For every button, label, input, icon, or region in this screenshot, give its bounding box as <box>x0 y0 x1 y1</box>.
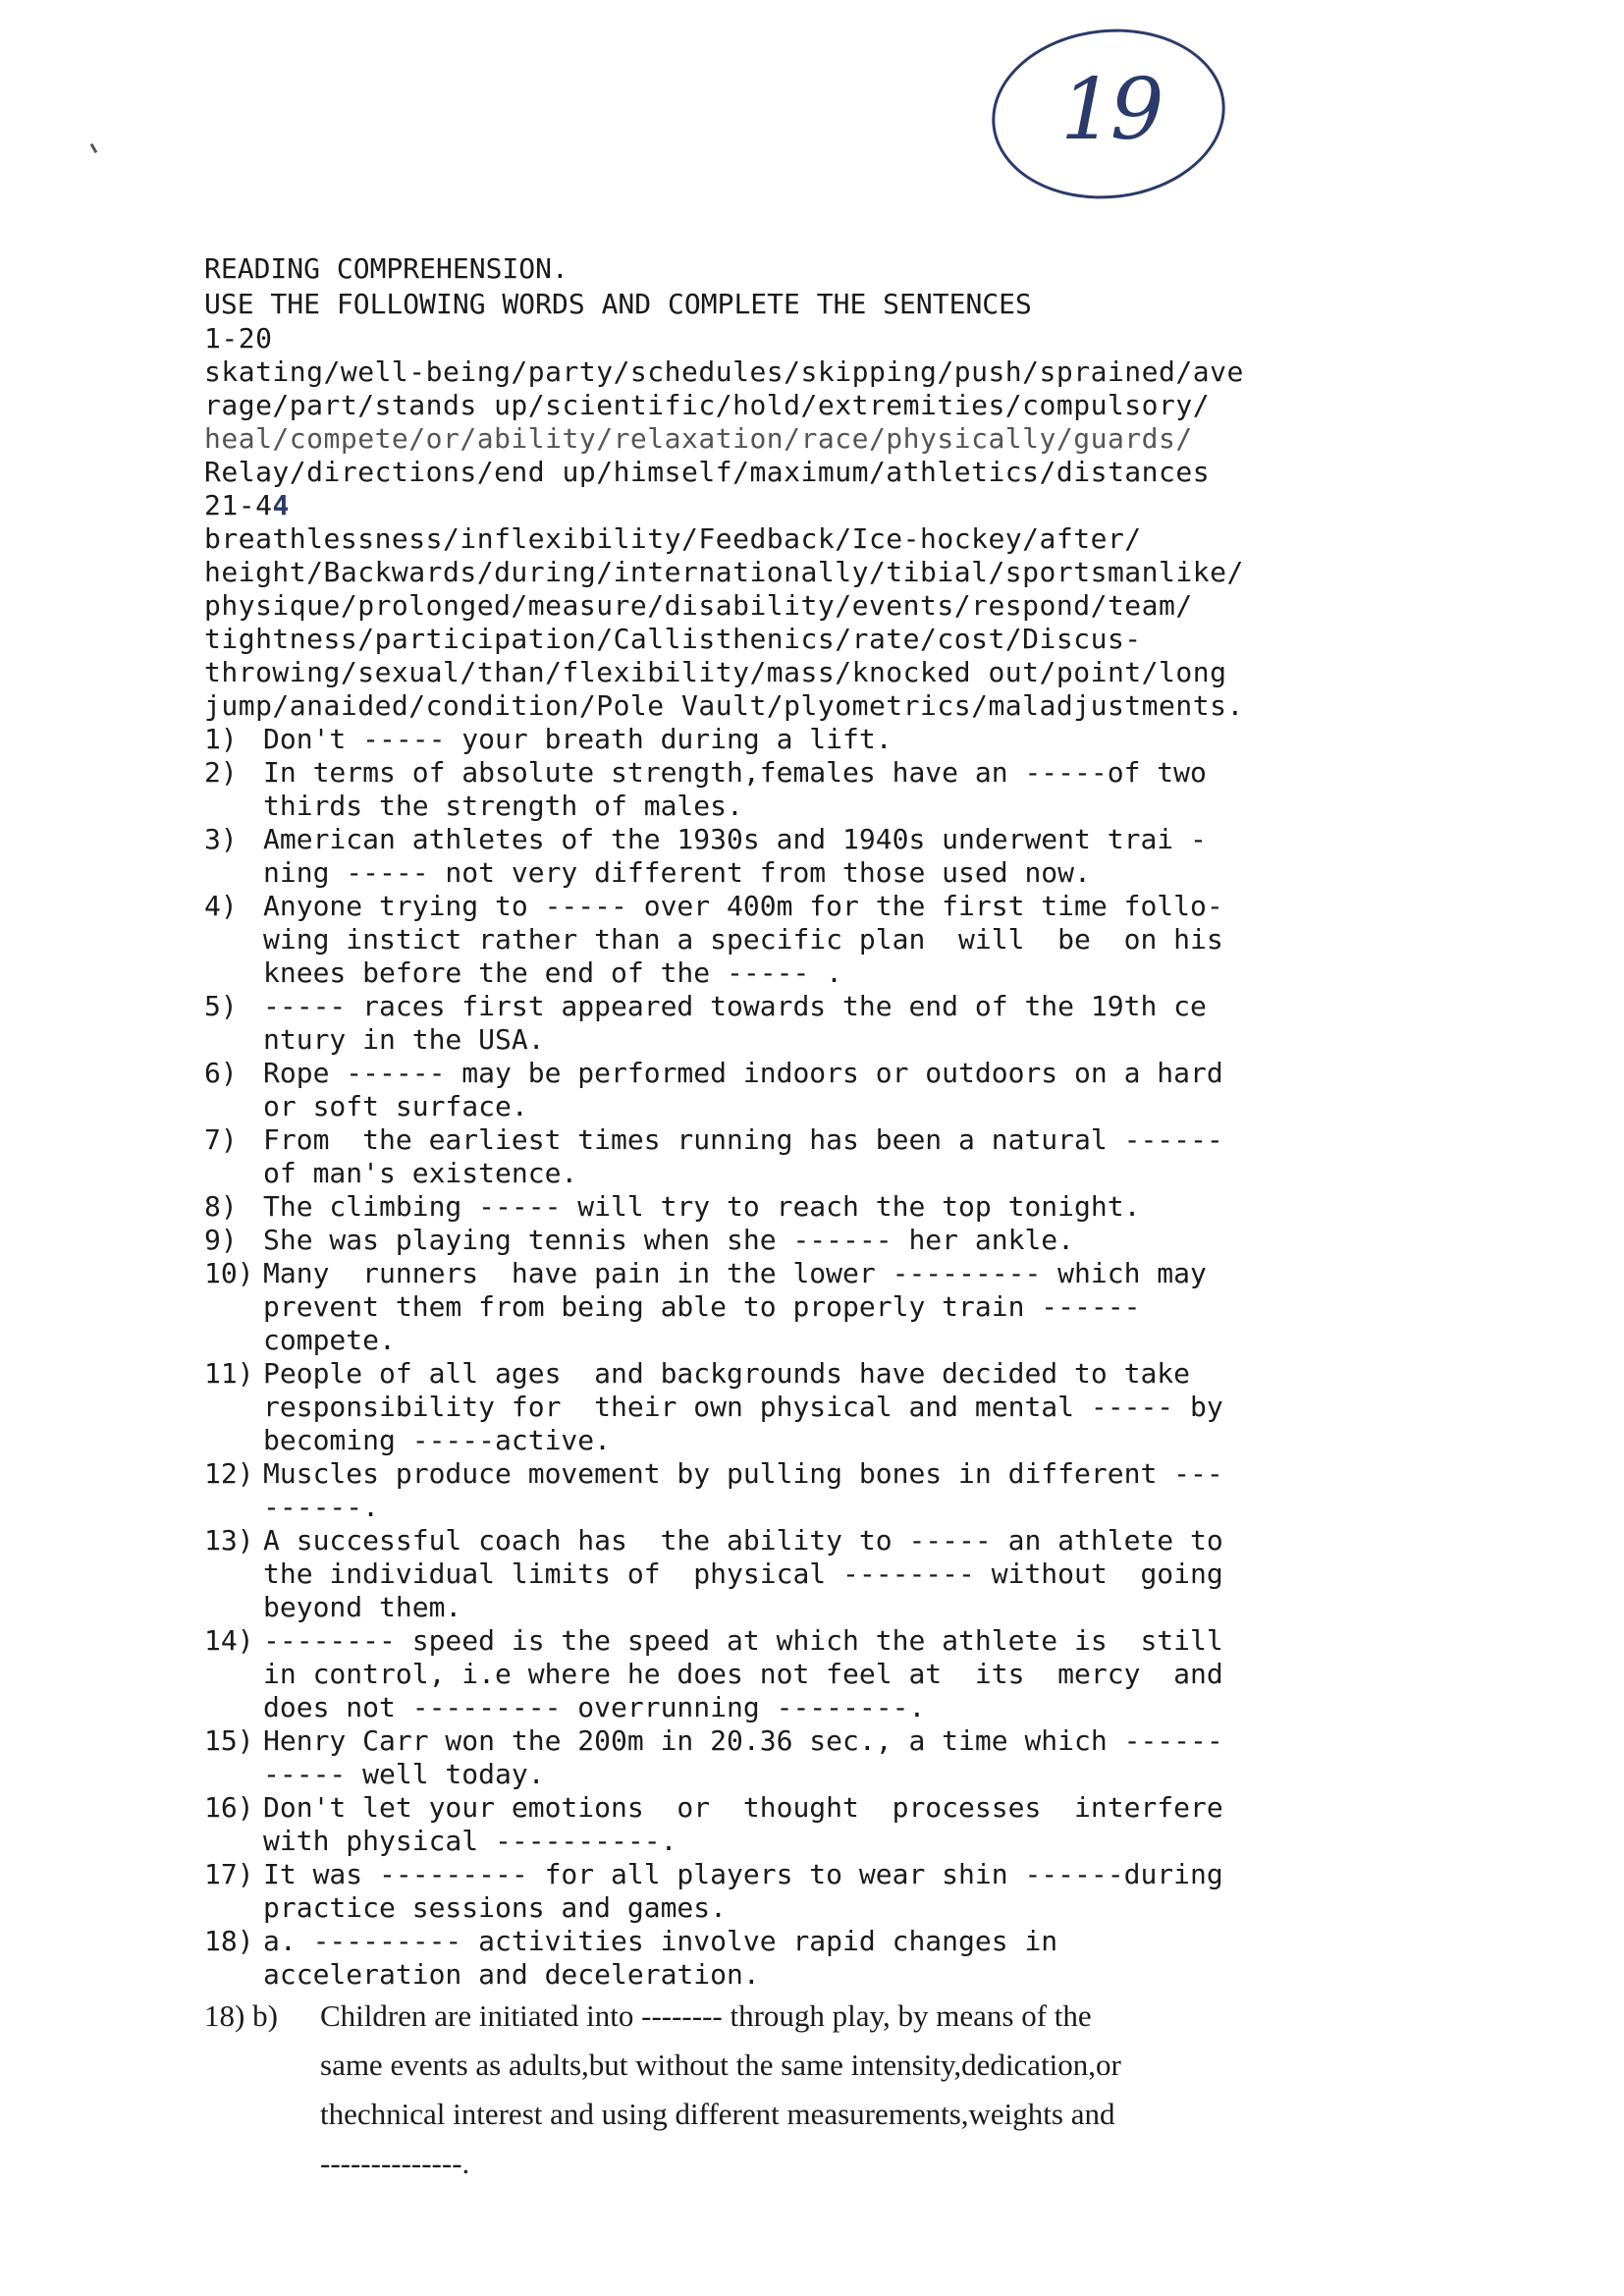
question-line: From the earliest times running has been a natural ------ <box>263 1123 1223 1156</box>
stray-mark <box>90 143 98 153</box>
question-number: 1) <box>204 723 238 755</box>
question-number: 15) <box>204 1724 254 1757</box>
question-line: --------------. <box>320 2146 470 2180</box>
question-line: thechnical interest and using different measurements,weights and <box>320 2097 1115 2131</box>
question-text <box>263 1457 1432 1524</box>
question-item <box>204 1224 1432 1257</box>
question-text <box>320 1992 1432 2188</box>
question-line: ntury in the USA. <box>263 1023 545 1056</box>
question-item <box>204 1357 1432 1457</box>
question-item-18b <box>204 1992 1432 2188</box>
question-number: 14) <box>204 1624 254 1657</box>
word-bank-2-range <box>204 489 1432 522</box>
worksheet-title: READING COMPREHENSION. <box>204 252 568 285</box>
question-line: Muscles produce movement by pulling bones in different --- <box>263 1457 1223 1490</box>
question-item <box>204 756 1432 823</box>
question-item <box>204 1925 1432 1992</box>
question-line: responsibility for their own physical and mental ----- by <box>263 1391 1223 1423</box>
word-bank-2-range-handwritten: 4 <box>272 489 290 521</box>
question-line: practice sessions and games. <box>263 1891 728 1924</box>
question-number: 18) b) <box>204 1998 278 2033</box>
question-line: Henry Carr won the 200m in 20.36 sec., a time which ------ <box>263 1724 1223 1757</box>
question-number: 13) <box>204 1524 254 1557</box>
question-item <box>204 1858 1432 1925</box>
word-bank-1-range: 1-20 <box>204 322 273 355</box>
question-line: a. --------- activities involve rapid changes in <box>263 1925 1058 1957</box>
question-number: 17) <box>204 1858 254 1890</box>
question-text <box>263 1624 1432 1724</box>
question-line: with physical ----------. <box>263 1825 677 1857</box>
word-bank-1-line: Relay/directions/end up/himself/maximum/athletics/distances <box>204 456 1211 488</box>
question-line: same events as adults,but without the same intensity,dedication,or <box>320 2048 1121 2082</box>
question-line: ----- races first appeared towards the end of the 19th ce <box>263 990 1207 1022</box>
question-line: thirds the strength of males. <box>263 790 743 822</box>
question-number: 11) <box>204 1357 254 1390</box>
question-text <box>263 1724 1432 1791</box>
question-line: acceleration and deceleration. <box>263 1958 760 1991</box>
question-text <box>263 1858 1432 1925</box>
question-text <box>263 723 1432 756</box>
question-item <box>204 1457 1432 1524</box>
question-text <box>263 990 1432 1057</box>
question-line: Rope ------ may be performed indoors or outdoors on a hard <box>263 1057 1223 1089</box>
question-line: ning ----- not very different from those used now. <box>263 856 1091 889</box>
question-text <box>263 756 1432 823</box>
question-line: She was playing tennis when she ------ her ankle. <box>263 1224 1075 1256</box>
question-item <box>204 1057 1432 1123</box>
question-number: 2) <box>204 756 238 789</box>
question-item <box>204 890 1432 990</box>
question-list <box>204 723 1432 1992</box>
question-text <box>263 1190 1432 1224</box>
question-line: of man's existence. <box>263 1157 578 1189</box>
word-bank-2-line: physique/prolonged/measure/disability/events/respond/team/ <box>204 589 1193 622</box>
question-line: knees before the end of the ----- . <box>263 957 843 989</box>
question-text <box>263 1524 1432 1624</box>
question-number: 4) <box>204 890 238 922</box>
word-bank-2-line: tightness/participation/Callisthenics/rate/cost/Discus- <box>204 623 1142 655</box>
question-line: Anyone trying to ----- over 400m for the first time follo- <box>263 890 1223 922</box>
question-number: 3) <box>204 823 238 855</box>
question-item <box>204 990 1432 1057</box>
question-text <box>263 1925 1432 1992</box>
question-item <box>204 723 1432 756</box>
question-line: does not --------- overrunning --------. <box>263 1691 926 1723</box>
question-line: American athletes of the 1930s and 1940s underwent trai - <box>263 823 1207 855</box>
question-number: 6) <box>204 1057 238 1089</box>
question-line: -------- speed is the speed at which the athlete is still <box>263 1624 1223 1657</box>
word-bank-1-line: heal/compete/or/ability/relaxation/race/physically/guards/ <box>204 422 1193 455</box>
word-bank-2-line: height/Backwards/during/internationally/tibial/sportsmanlike/ <box>204 556 1244 588</box>
question-number: 8) <box>204 1190 238 1223</box>
word-bank-1-line: skating/well-being/party/schedules/skipping/push/sprained/ave <box>204 355 1244 388</box>
question-line: becoming -----active. <box>263 1424 612 1456</box>
question-line: It was --------- for all players to wear shin ------during <box>263 1858 1223 1890</box>
word-bank-1 <box>204 322 1432 489</box>
question-item <box>204 1624 1432 1724</box>
worksheet <box>204 251 1432 2188</box>
question-item <box>204 1724 1432 1791</box>
word-bank-2-range-printed: 21-4 <box>204 489 273 521</box>
question-text <box>263 1057 1432 1123</box>
question-line: or soft surface. <box>263 1090 528 1122</box>
question-line: compete. <box>263 1324 396 1356</box>
question-item <box>204 823 1432 890</box>
question-number: 12) <box>204 1457 254 1490</box>
question-text <box>263 1224 1432 1257</box>
question-number: 5) <box>204 990 238 1022</box>
word-bank-2-line: jump/anaided/condition/Pole Vault/plyometrics/maladjustments. <box>204 689 1244 722</box>
question-item <box>204 1123 1432 1190</box>
question-text <box>263 1123 1432 1190</box>
question-line: ------. <box>263 1491 380 1523</box>
question-line: ----- well today. <box>263 1758 545 1790</box>
question-text <box>263 1357 1432 1457</box>
question-text <box>263 890 1432 990</box>
worksheet-instruction: USE THE FOLLOWING WORDS AND COMPLETE THE SENTENCES <box>204 288 1032 320</box>
question-line: in control, i.e where he does not feel at its mercy and <box>263 1658 1223 1690</box>
question-line: wing instict rather than a specific plan will be on his <box>263 923 1223 956</box>
question-line: Don't let your emotions or thought processes interfere <box>263 1791 1223 1824</box>
word-bank-2 <box>204 489 1432 723</box>
question-line: People of all ages and backgrounds have decided to take <box>263 1357 1191 1390</box>
question-text <box>263 1257 1432 1357</box>
question-item <box>204 1190 1432 1224</box>
question-number: 9) <box>204 1224 238 1256</box>
question-item <box>204 1524 1432 1624</box>
question-text <box>263 1791 1432 1858</box>
question-line: The climbing ----- will try to reach the top tonight. <box>263 1190 1141 1223</box>
question-line: prevent them from being able to properly train ------ <box>263 1290 1141 1323</box>
word-bank-2-line: throwing/sexual/than/flexibility/mass/knocked out/point/long <box>204 656 1227 688</box>
question-item <box>204 1791 1432 1858</box>
page-number: 19 <box>1060 61 1161 159</box>
question-line: Children are initiated into -------- through play, by means of the <box>320 1998 1092 2033</box>
question-line: A successful coach has the ability to ----- an athlete to <box>263 1524 1223 1557</box>
question-number: 10) <box>204 1257 254 1289</box>
question-text <box>263 823 1432 890</box>
question-line: Don't ----- your breath during a lift. <box>263 723 893 755</box>
question-number: 16) <box>204 1791 254 1824</box>
word-bank-2-line: breathlessness/inflexibility/Feedback/Ice-hockey/after/ <box>204 522 1142 555</box>
question-line: the individual limits of physical -------- without going <box>263 1558 1223 1590</box>
question-item <box>204 1257 1432 1357</box>
question-number: 7) <box>204 1123 238 1156</box>
word-bank-1-line: rage/part/stands up/scientific/hold/extremities/compulsory/ <box>204 389 1211 421</box>
question-line: Many runners have pain in the lower --------- which may <box>263 1257 1207 1289</box>
question-number: 18) <box>204 1925 254 1957</box>
question-line: In terms of absolute strength,females have an -----of two <box>263 756 1207 789</box>
question-line: beyond them. <box>263 1591 462 1623</box>
